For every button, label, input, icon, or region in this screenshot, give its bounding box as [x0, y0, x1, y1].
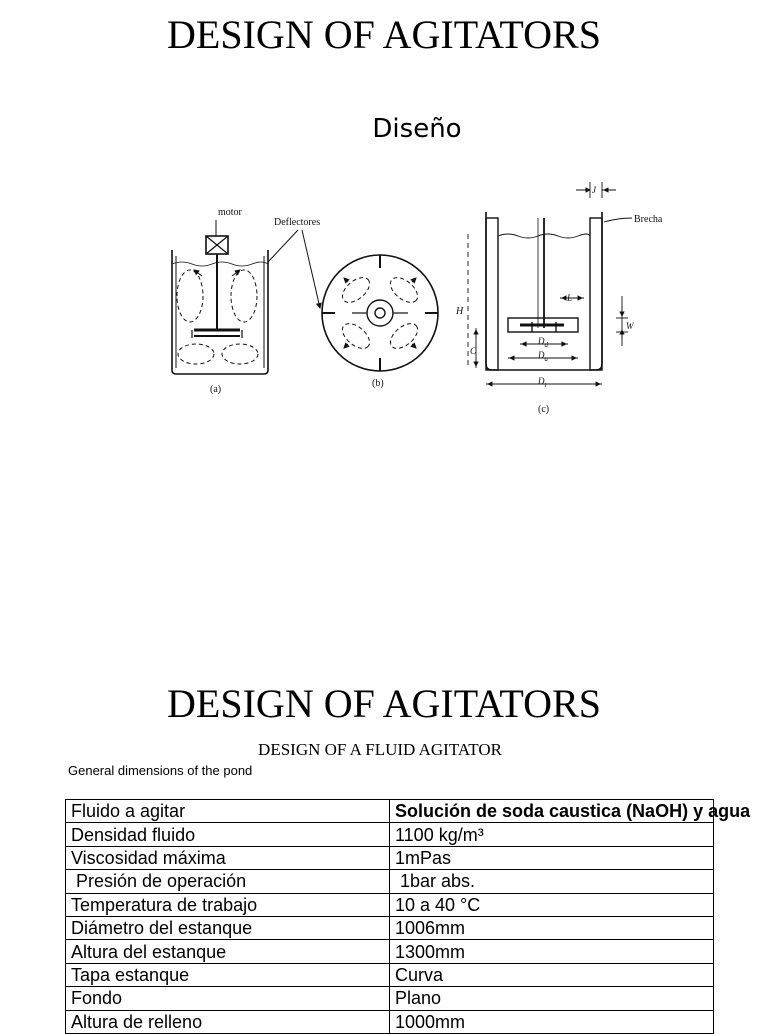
param-cell: Altura del estanque — [66, 940, 390, 963]
label-fig-a: (a) — [210, 384, 222, 395]
label-J: J — [592, 185, 596, 195]
slide-title: DESIGN OF AGITATORS — [167, 12, 601, 57]
table-row — [66, 846, 714, 869]
param-cell: Altura de relleno — [66, 1010, 390, 1033]
label-L: L — [567, 293, 573, 303]
label-deflectores: Deflectores — [274, 217, 321, 228]
slide-title-2: DESIGN OF AGITATORS — [167, 681, 601, 726]
table-row — [66, 1010, 714, 1033]
value-cell: Curva — [390, 963, 714, 986]
table-row — [66, 916, 714, 939]
value-cell: Plano — [390, 987, 714, 1010]
figure-c-dimensioned-tank — [468, 182, 632, 384]
label-H: H — [456, 306, 464, 317]
table-header-row — [66, 800, 714, 823]
table-heading: DESIGN OF A FLUID AGITATOR — [258, 740, 502, 759]
table-row — [66, 870, 714, 893]
param-cell: Fondo — [66, 987, 390, 1010]
header-cell-value: Solución de soda caustica (NaOH) y agua — [390, 800, 714, 823]
deflectores-leader — [268, 230, 320, 308]
param-cell: Diámetro del estanque — [66, 916, 390, 939]
table-row — [66, 893, 714, 916]
value-cell: 1mPas — [390, 846, 714, 869]
value-cell: 1000mm — [390, 1010, 714, 1033]
label-brecha: Brecha — [634, 214, 663, 225]
value-cell: 1100 kg/m³ — [390, 823, 714, 846]
value-cell: 1300mm — [390, 940, 714, 963]
param-cell: Viscosidad máxima — [66, 846, 390, 869]
table-row — [66, 963, 714, 986]
header-cell-param: Fluido a agitar — [66, 800, 390, 823]
label-C: C — [470, 346, 477, 356]
table-row — [66, 987, 714, 1010]
label-W: W — [626, 321, 634, 331]
table-row — [66, 823, 714, 846]
param-cell: Temperatura de trabajo — [66, 893, 390, 916]
value-cell: 1006mm — [390, 916, 714, 939]
label-fig-b: (b) — [372, 378, 384, 389]
label-motor: motor — [218, 207, 242, 218]
param-cell: Tapa estanque — [66, 963, 390, 986]
value-cell: 10 a 40 °C — [390, 893, 714, 916]
label-fig-c: (c) — [538, 404, 550, 415]
table-row — [66, 940, 714, 963]
param-cell: Presión de operación — [66, 870, 390, 893]
table-caption: General dimensions of the pond — [68, 763, 253, 778]
spec-table — [65, 799, 751, 1034]
label-Dt: $D_t$ — [538, 376, 547, 389]
label-Da: $D_a$ — [538, 350, 548, 363]
label-Dd: $D_d$ — [538, 336, 548, 349]
agitator-diagram — [160, 178, 680, 426]
figure-b-tank-top-view — [322, 255, 438, 371]
value-cell: 1bar abs. — [390, 870, 714, 893]
param-cell: Densidad fluido — [66, 823, 390, 846]
figure-a-tank-side-view — [172, 220, 268, 374]
slide-subtitle: Diseño — [372, 114, 462, 144]
